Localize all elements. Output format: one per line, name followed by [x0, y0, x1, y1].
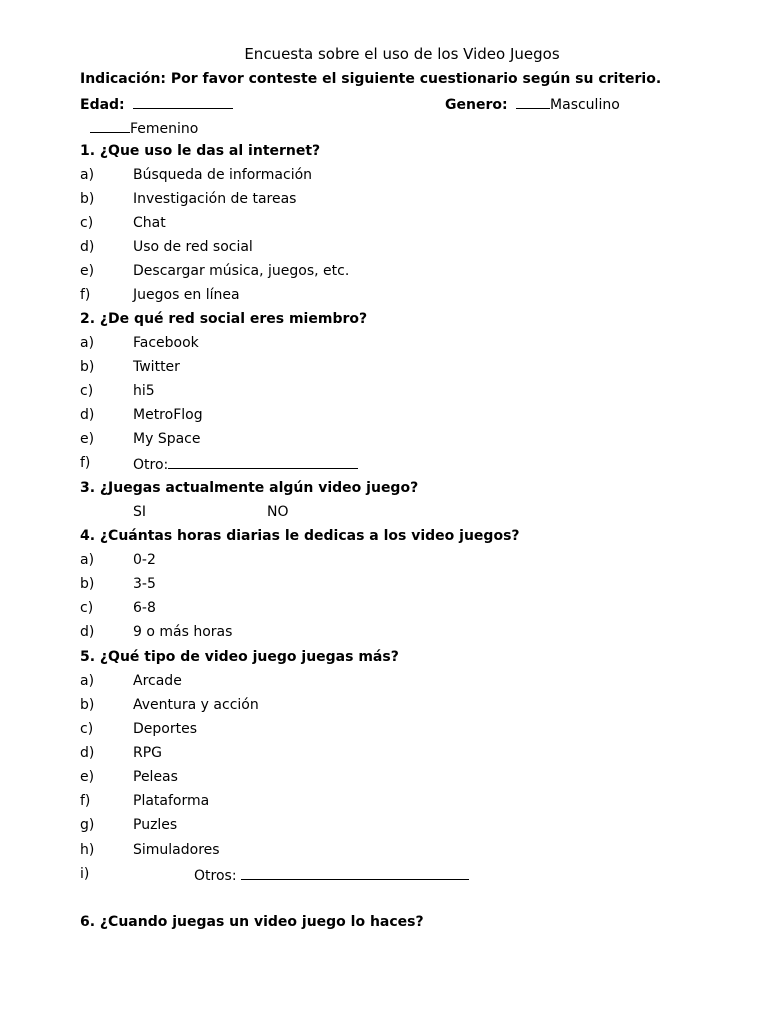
- femenino-label: Femenino: [130, 121, 199, 137]
- option-text: Aventura y acción: [133, 697, 259, 713]
- otros-blank[interactable]: [241, 865, 469, 880]
- option-text: Descargar música, juegos, etc.: [133, 263, 350, 279]
- femenino-blank[interactable]: [90, 118, 130, 133]
- option-letter: a): [80, 673, 95, 689]
- edad-row: [80, 94, 233, 114]
- option-letter: a): [80, 552, 95, 568]
- option-text: Uso de red social: [133, 239, 253, 255]
- otro-blank[interactable]: [168, 454, 358, 469]
- question-5: 5. ¿Qué tipo de video juego juegas más?: [80, 649, 399, 665]
- q3-option-si[interactable]: SI: [133, 504, 147, 520]
- option-text: 0-2: [133, 552, 156, 568]
- masculino-label: Masculino: [550, 97, 620, 113]
- option-letter: d): [80, 745, 95, 761]
- document-title: Encuesta sobre el uso de los Video Juegos: [244, 45, 560, 63]
- option-letter: a): [80, 167, 95, 183]
- option-letter: f): [80, 287, 91, 303]
- edad-label: Edad:: [80, 97, 125, 113]
- option-letter: e): [80, 769, 95, 785]
- option-text: 9 o más horas: [133, 624, 233, 640]
- question-1: 1. ¿Que uso le das al internet?: [80, 143, 321, 159]
- question-4: 4. ¿Cuántas horas diarias le dedicas a los video juegos?: [80, 528, 520, 544]
- genero-label: Genero:: [445, 97, 508, 113]
- option-letter: f): [80, 793, 91, 809]
- option-letter: i): [80, 866, 90, 882]
- option-text: MetroFlog: [133, 407, 203, 423]
- option-letter: e): [80, 263, 95, 279]
- option-text: Otro:: [133, 457, 169, 473]
- option-letter: b): [80, 359, 95, 375]
- option-letter: a): [80, 335, 95, 351]
- option-letter: c): [80, 600, 94, 616]
- genero-row: [445, 94, 620, 114]
- femenino-row: [90, 118, 198, 138]
- option-letter: e): [80, 431, 95, 447]
- option-letter: h): [80, 842, 95, 858]
- q3-option-no[interactable]: NO: [267, 504, 289, 520]
- option-letter: b): [80, 191, 95, 207]
- option-text: 3-5: [133, 576, 156, 592]
- option-letter: c): [80, 383, 94, 399]
- option-text: Juegos en línea: [133, 287, 240, 303]
- option-letter: c): [80, 721, 94, 737]
- option-letter: f): [80, 455, 91, 471]
- option-text: RPG: [133, 745, 163, 761]
- option-letter: b): [80, 697, 95, 713]
- option-text: Chat: [133, 215, 166, 231]
- option-text: 6-8: [133, 600, 156, 616]
- option-text: Otros:: [194, 868, 237, 884]
- option-letter: d): [80, 407, 95, 423]
- question-3: 3. ¿Juegas actualmente algún video juego?: [80, 480, 419, 496]
- option-text: Plataforma: [133, 793, 210, 809]
- edad-blank[interactable]: [133, 94, 233, 109]
- instruction-text: Indicación: Por favor conteste el siguiente cuestionario según su criterio.: [80, 71, 662, 87]
- option-letter: d): [80, 624, 95, 640]
- question-2: 2. ¿De qué red social eres miembro?: [80, 311, 368, 327]
- option-letter: d): [80, 239, 95, 255]
- option-text: Twitter: [133, 359, 180, 375]
- option-letter: b): [80, 576, 95, 592]
- option-text: Puzles: [133, 817, 178, 833]
- option-text: Facebook: [133, 335, 199, 351]
- question-6: 6. ¿Cuando juegas un video juego lo haces?: [80, 914, 424, 930]
- option-text: Investigación de tareas: [133, 191, 297, 207]
- option-letter: g): [80, 817, 95, 833]
- option-text: Deportes: [133, 721, 197, 737]
- masculino-blank[interactable]: [516, 94, 550, 109]
- option-letter: c): [80, 215, 94, 231]
- option-text: Peleas: [133, 769, 178, 785]
- option-text: Búsqueda de información: [133, 167, 313, 183]
- option-text: Simuladores: [133, 842, 220, 858]
- option-text: My Space: [133, 431, 201, 447]
- option-text: hi5: [133, 383, 155, 399]
- option-text: Arcade: [133, 673, 182, 689]
